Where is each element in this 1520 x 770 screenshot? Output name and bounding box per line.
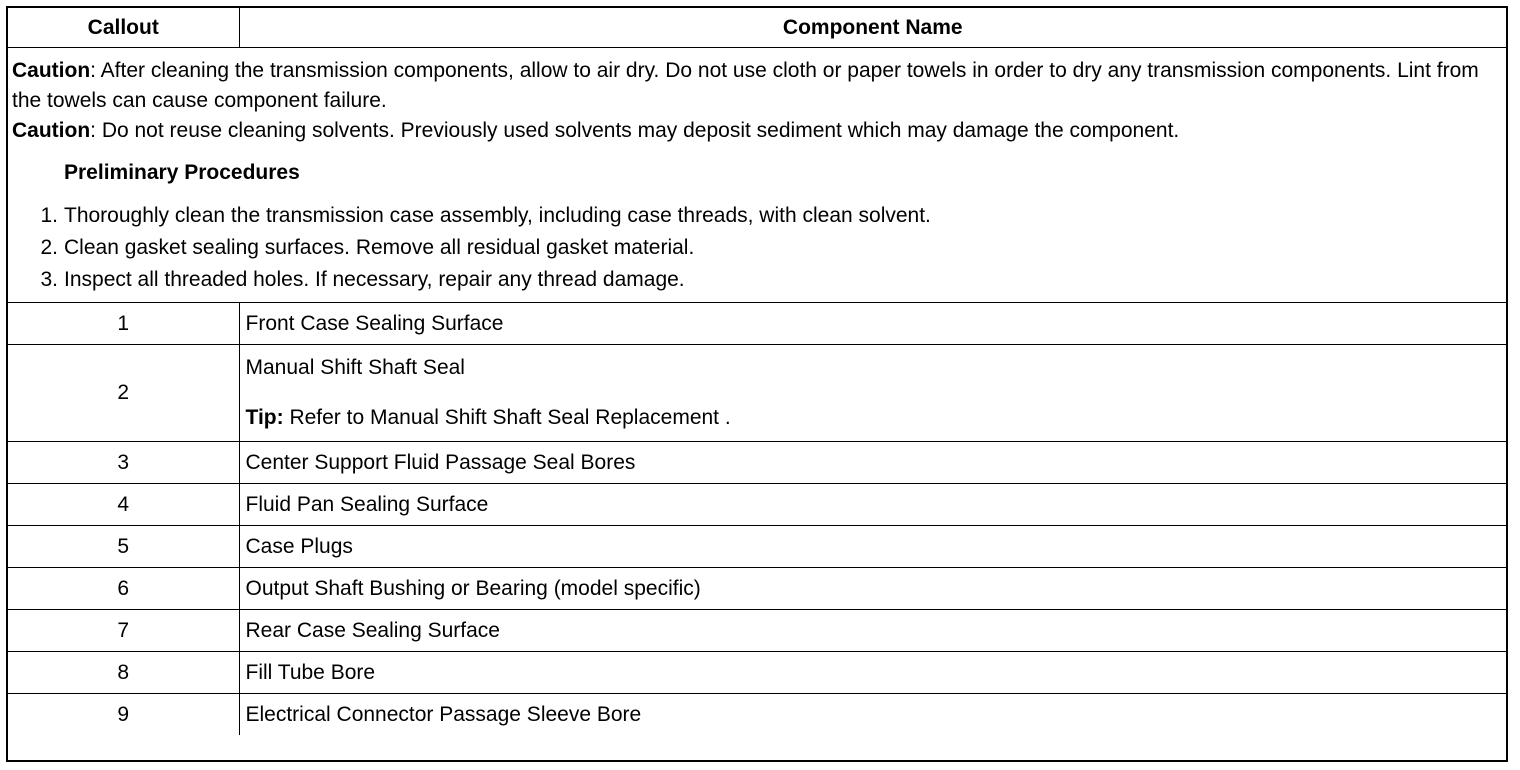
table-row: [8, 652, 1506, 694]
component-name-cell: Output Shaft Bushing or Bearing (model specific): [239, 568, 1506, 610]
component-name-cell: Case Plugs: [239, 526, 1506, 568]
tip-note: [246, 406, 1507, 430]
component-name-cell: Rear Case Sealing Surface: [239, 610, 1506, 652]
step-number: 1.: [40, 204, 58, 227]
step-text: Thoroughly clean the transmission case assembly, including case threads, with clean solvent.: [64, 204, 931, 227]
table-row: [8, 345, 1506, 442]
step-text: Clean gasket sealing surfaces. Remove all residual gasket material.: [64, 236, 695, 259]
component-name-cell: Fluid Pan Sealing Surface: [239, 484, 1506, 526]
callout-cell: 9: [8, 694, 239, 736]
component-name-cell: [239, 345, 1506, 442]
step-number: 3.: [40, 268, 58, 291]
component-name-cell: Front Case Sealing Surface: [239, 303, 1506, 345]
caution-label: Caution: [12, 59, 91, 82]
callout-cell: 5: [8, 526, 239, 568]
table-row: [8, 526, 1506, 568]
component-table-frame: [6, 6, 1508, 762]
caution-note-2: [12, 116, 1502, 146]
step-text: Inspect all threaded holes. If necessary, repair any thread damage.: [64, 268, 685, 291]
caution-text: : After cleaning the transmission components, allow to air dry. Do not use cloth or paper towels in order to dry any transmission components. Lint from the towels can cause component failure.: [12, 59, 1479, 112]
callout-cell: 4: [8, 484, 239, 526]
component-name-cell: Center Support Fluid Passage Seal Bores: [239, 442, 1506, 484]
table-row: [8, 694, 1506, 736]
callout-cell: 7: [8, 610, 239, 652]
notes-row: [8, 48, 1506, 303]
tip-text: Refer to Manual Shift Shaft Seal Replacement .: [283, 406, 731, 429]
table-row: [8, 303, 1506, 345]
callout-cell: 2: [8, 345, 239, 442]
list-item: [12, 232, 1502, 264]
caution-label: Caution: [12, 119, 91, 142]
table-header-row: [8, 8, 1506, 48]
component-name-column-header: Component Name: [239, 8, 1506, 48]
table-row: [8, 568, 1506, 610]
step-number: 2.: [40, 236, 58, 259]
callout-cell: 3: [8, 442, 239, 484]
caution-note-1: [12, 56, 1502, 116]
list-item: [12, 264, 1502, 296]
callout-cell: 6: [8, 568, 239, 610]
tip-label: Tip:: [245, 406, 284, 429]
callout-cell: 8: [8, 652, 239, 694]
table-row: [8, 610, 1506, 652]
callout-column-header: Callout: [8, 8, 239, 48]
notes-cell: [8, 48, 1506, 303]
table-row: [8, 442, 1506, 484]
list-item: [12, 200, 1502, 232]
caution-text: : Do not reuse cleaning solvents. Previously used solvents may deposit sediment which may damage the component.: [90, 119, 1180, 142]
preliminary-procedures-title: Preliminary Procedures: [64, 161, 300, 184]
component-name-cell: Fill Tube Bore: [239, 652, 1506, 694]
component-name: Manual Shift Shaft Seal: [245, 356, 465, 379]
callout-cell: 1: [8, 303, 239, 345]
table-row: [8, 484, 1506, 526]
component-table: [8, 8, 1506, 735]
preliminary-steps-list: [12, 200, 1502, 296]
component-name-cell: Electrical Connector Passage Sleeve Bore: [239, 694, 1506, 736]
